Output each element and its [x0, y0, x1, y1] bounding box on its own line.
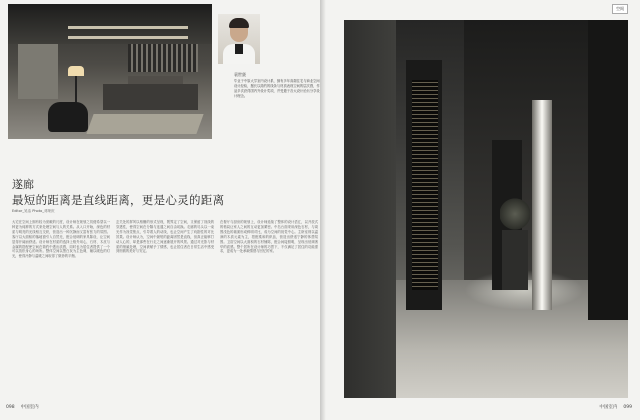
designer-bio: [234, 72, 322, 99]
body-column-2: 玄关处的屏风以格栅的形式呈现，既界定了空间，又保留了视线的穿透性，使得空间在分隔与连通之间自由切换。走廊的尽头以一束光作为视觉焦点，引导着人的动线，也让空间产生了戏剧性的对比效果。设计师认为，空间中最短的距离固然是直线，但真正能够打动人心的，却是那些在行走之间逐渐展开的风景。通过对光影与材质的细腻处理，空间被赋予了情感，也让居住者在日常生活中感受到细微的美好与安定。: [116, 220, 214, 254]
left-page-number: 098: [6, 405, 15, 410]
body-column-3: 在餐厅与厨房的规划上，设计师延续了整体的设计语汇，以开放式的格局让家人之间的互动更加紧密。中岛台面采用深色石材，与周围浅色的墙面形成鲜明对比，成为空间的视觉中心。主卧室则以温润的木质元素为主，搭配柔和的织品，营造出舒适宁静的休憩氛围。卫浴空间以大面积的石材铺陈，配合间接照明，呈现出低调奢华的质感。整个居所在设计师的巧思下，不仅满足了居住的功能需求，更成为一处承载情感与回忆的家。: [220, 220, 318, 254]
left-magazine-name: 中国室内: [20, 405, 39, 410]
body-column-1: 大宅在空间上拥有较为宽敞的尺度，设计师在规划之初便希望以一种更为纯粹的方式来处理空间与人的关系。从入口开始，深色的材质与明亮的光线相互交织，营造出一种沉静而又富有张力的氛围。客厅以大面积的落地窗引入自然光，配合低调的家具陈设，让空间显得开阔而舒适。设计师在材质的选择上格外用心，石材、木皮与金属的搭配使空间在简约中透出质感，同时也为居住者提供了一个可以放松身心的场所。整体空间以黑白灰为主色调，辅以暖色的灯光，使得冷静与温暖之间取得了微妙的平衡。: [12, 220, 110, 259]
article-credit: Editor_吴洁 Photo_邓荣庆: [12, 209, 55, 213]
designer-portrait: [218, 14, 260, 64]
left-folio: [6, 404, 45, 410]
article-headline: 最短的距离是直线距离，更是心灵的距离: [12, 193, 225, 207]
designer-name: 袁世贤: [234, 72, 246, 77]
section-label: 遂廊: [12, 178, 34, 191]
corridor-photo: [344, 20, 628, 398]
page-gutter: [320, 0, 326, 420]
living-room-photo: [8, 4, 212, 139]
right-magazine-name: 中国室内: [599, 405, 618, 410]
right-page-number: 099: [623, 405, 632, 410]
designer-bio-text: 毕业于中原大学室内设计系，拥有多年高端住宅与商业空间设计经验，擅长以简约的线条与材质表现空间的层次感，作品多次获得国内外设计奖项，并受邀于各大设计论坛分享设计理念。: [234, 79, 320, 98]
section-tag: 空间: [612, 4, 628, 14]
right-folio: [593, 404, 632, 410]
